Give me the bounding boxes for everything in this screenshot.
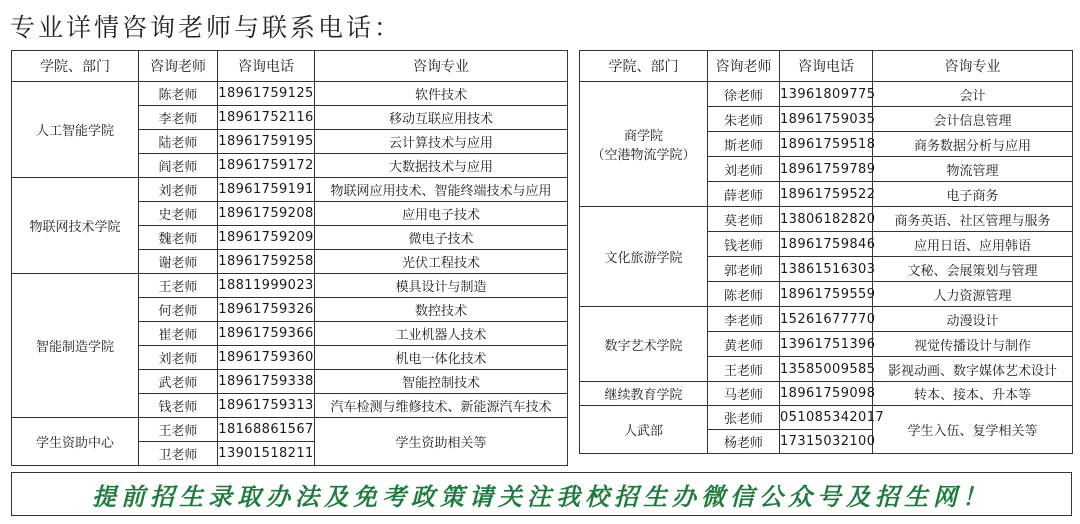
major-cell: 应用电子技术 [315, 202, 568, 226]
phone-cell: 18961759258 [218, 250, 315, 274]
major-cell: 学生资助相关等 [315, 418, 568, 466]
phone-cell: 18961759195 [218, 130, 315, 154]
phone-cell: 18961759191 [218, 178, 315, 202]
major-cell: 影视动画、数字媒体艺术设计 [873, 357, 1073, 382]
teacher-cell: 马老师 [708, 382, 780, 406]
teacher-cell: 武老师 [139, 370, 218, 394]
phone-cell: 18961759313 [218, 394, 315, 418]
major-cell: 移动互联应用技术 [315, 106, 568, 130]
major-cell: 云计算技术与应用 [315, 130, 568, 154]
phone-cell: 18811999023 [218, 274, 315, 298]
dept-cell [12, 178, 139, 274]
teacher-cell: 黄老师 [708, 332, 780, 357]
major-cell: 模具设计与制造 [315, 274, 568, 298]
table-row [580, 406, 1073, 430]
table-row [580, 382, 1073, 406]
teacher-cell: 刘老师 [139, 346, 218, 370]
phone-cell: 18168861567 [218, 418, 315, 442]
teacher-cell: 薛老师 [708, 182, 780, 207]
phone-cell: 13961751396 [780, 332, 873, 357]
dept-subtitle: （空港物流学院） [591, 148, 696, 163]
major-cell: 物联网应用技术、智能终端技术与应用 [315, 178, 568, 202]
dept-name: 人武部 [623, 424, 663, 439]
page-title: 专业详情咨询老师与联系电话： [10, 13, 403, 42]
teacher-cell: 刘老师 [708, 157, 780, 182]
teacher-cell: 阎老师 [139, 154, 218, 178]
major-cell: 文秘、会展策划与管理 [873, 257, 1073, 282]
footer-banner [11, 472, 1072, 516]
dept-cell [580, 307, 708, 382]
teacher-cell: 郭老师 [708, 257, 780, 282]
teacher-cell: 朱老师 [708, 107, 780, 132]
left-contact-table [11, 50, 568, 466]
table-row [12, 418, 568, 442]
header-dept: 学院、部门 [580, 51, 708, 82]
dept-name: 物联网技术学院 [29, 220, 121, 235]
teacher-cell: 徐老师 [708, 82, 780, 107]
major-cell: 物流管理 [873, 157, 1073, 182]
major-cell: 学生入伍、复学相关等 [873, 406, 1073, 454]
major-cell: 商务数据分析与应用 [873, 132, 1073, 157]
major-cell: 商务英语、社区管理与服务 [873, 207, 1073, 232]
right-contact-table [579, 50, 1073, 454]
phone-cell: 18961759125 [218, 82, 315, 106]
phone-cell: 18961759846 [780, 232, 873, 257]
major-cell: 机电一体化技术 [315, 346, 568, 370]
phone-cell: 13901518211 [218, 442, 315, 466]
major-cell: 工业机器人技术 [315, 322, 568, 346]
major-cell: 会计 [873, 82, 1073, 107]
dept-cell [580, 382, 708, 406]
phone-cell: 18961759172 [218, 154, 315, 178]
teacher-cell: 钱老师 [708, 232, 780, 257]
header-teacher: 咨询老师 [708, 51, 780, 82]
header-teacher: 咨询老师 [139, 51, 218, 82]
major-cell: 微电子技术 [315, 226, 568, 250]
phone-cell: 13806182820 [780, 207, 873, 232]
major-cell: 软件技术 [315, 82, 568, 106]
major-cell: 智能控制技术 [315, 370, 568, 394]
teacher-cell: 王老师 [139, 274, 218, 298]
dept-cell [580, 82, 708, 207]
major-cell: 数控技术 [315, 298, 568, 322]
major-cell: 动漫设计 [873, 307, 1073, 332]
header-major: 咨询专业 [315, 51, 568, 82]
table-row [580, 207, 1073, 232]
dept-cell [12, 418, 139, 466]
header-phone: 咨询电话 [780, 51, 873, 82]
teacher-cell: 斯老师 [708, 132, 780, 157]
teacher-cell: 谢老师 [139, 250, 218, 274]
dept-name: 继续教育学院 [604, 388, 683, 403]
major-cell: 大数据技术与应用 [315, 154, 568, 178]
dept-name: 智能制造学院 [35, 340, 114, 355]
teacher-cell: 张老师 [708, 406, 780, 430]
teacher-cell: 陈老师 [139, 82, 218, 106]
phone-cell: 18961759559 [780, 282, 873, 307]
major-cell: 电子商务 [873, 182, 1073, 207]
teacher-cell: 卫老师 [139, 442, 218, 466]
table-row [12, 178, 568, 202]
header-phone: 咨询电话 [218, 51, 315, 82]
major-cell: 汽车检测与维修技术、新能源汽车技术 [315, 394, 568, 418]
major-cell: 视觉传播设计与制作 [873, 332, 1073, 357]
major-cell: 会计信息管理 [873, 107, 1073, 132]
teacher-cell: 莫老师 [708, 207, 780, 232]
dept-name: 数字艺术学院 [604, 338, 683, 354]
teacher-cell: 陆老师 [139, 130, 218, 154]
teacher-cell: 李老师 [139, 106, 218, 130]
dept-cell [12, 274, 139, 418]
phone-cell: 18961759209 [218, 226, 315, 250]
phone-cell: 18961759360 [218, 346, 315, 370]
phone-cell: 13861516303 [780, 257, 873, 282]
phone-cell: 18961759326 [218, 298, 315, 322]
teacher-cell: 何老师 [139, 298, 218, 322]
phone-cell: 18961759522 [780, 182, 873, 207]
table-row [580, 82, 1073, 107]
phone-cell: 13961809775 [780, 82, 873, 107]
dept-cell [580, 207, 708, 307]
phone-cell: 18961759366 [218, 322, 315, 346]
phone-cell: 18961759208 [218, 202, 315, 226]
phone-cell: 17315032100 [780, 430, 873, 454]
table-row [580, 307, 1073, 332]
major-cell: 光伏工程技术 [315, 250, 568, 274]
teacher-cell: 崔老师 [139, 322, 218, 346]
teacher-cell: 史老师 [139, 202, 218, 226]
dept-name: 人工智能学院 [35, 124, 114, 139]
teacher-cell: 魏老师 [139, 226, 218, 250]
dept-cell [580, 406, 708, 454]
phone-cell: 18961759338 [218, 370, 315, 394]
dept-name: 商学院 [623, 129, 663, 144]
teacher-cell: 王老师 [708, 357, 780, 382]
phone-cell: 18961759789 [780, 157, 873, 182]
footer-notice: 提前招生录取办法及免考政策请关注我校招生办微信公众号及招生网！ [92, 481, 991, 511]
teacher-cell: 王老师 [139, 418, 218, 442]
dept-name: 文化旅游学院 [604, 251, 683, 266]
phone-cell: 13585009585 [780, 357, 873, 382]
teacher-cell: 陈老师 [708, 282, 780, 307]
table-row [12, 274, 568, 298]
dept-cell [12, 82, 139, 178]
table-row [12, 82, 568, 106]
teacher-cell: 杨老师 [708, 430, 780, 454]
phone-cell: 18961759035 [780, 107, 873, 132]
major-cell: 转本、接本、升本等 [873, 382, 1073, 406]
dept-name: 学生资助中心 [35, 436, 114, 451]
header-dept: 学院、部门 [12, 51, 139, 82]
phone-cell: 18961759098 [780, 382, 873, 406]
major-cell: 人力资源管理 [873, 282, 1073, 307]
teacher-cell: 钱老师 [139, 394, 218, 418]
teacher-cell: 李老师 [708, 307, 780, 332]
phone-cell: 15261677770 [780, 307, 873, 332]
major-cell: 应用日语、应用韩语 [873, 232, 1073, 257]
teacher-cell: 刘老师 [139, 178, 218, 202]
phone-cell: 18961752116 [218, 106, 315, 130]
phone-cell: 18961759518 [780, 132, 873, 157]
phone-cell: 051085342017 [780, 406, 873, 430]
header-major: 咨询专业 [873, 51, 1073, 82]
